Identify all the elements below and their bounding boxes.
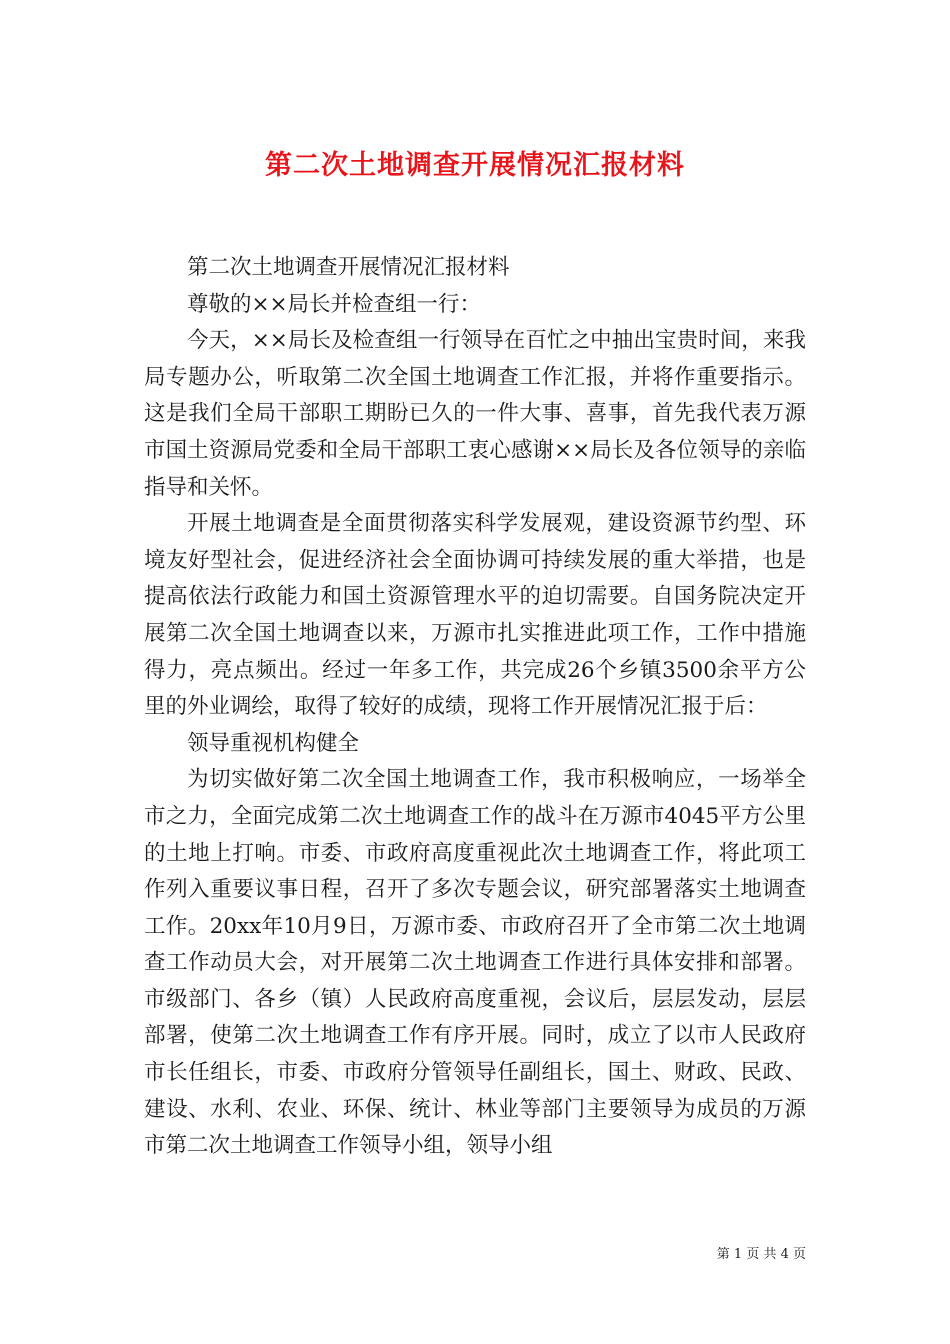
paragraph-greeting: 今天，××局长及检查组一行领导在百忙之中抽出宝贵时间，来我局专题办公，听取第二次全国土地调查工作汇报，并将作重要指示。这是我们全局干部职工期盼已久的一件大事、喜事，首先我代表万源市国土资源局党委和全局干部职工衷心感谢××局长及各位领导的亲临指导和关怀。 [144, 328, 806, 500]
paragraph-background: 开展土地调查是全面贯彻落实科学发展观，建设资源节约型、环境友好型社会，促进经济社会全面协调可持续发展的重大举措，也是提高依法行政能力和国土资源管理水平的迫切需要。自国务院决定开展第二次全国土地调查以来，万源市扎实推进此项工作，工作中措施得力，亮点频出。经过一年多工作，共完成26个乡镇3500余平方公里的外业调绘，取得了较好的成绩，现将工作开展情况汇报于后： [144, 511, 806, 720]
document-title: 第二次土地调查开展情况汇报材料 [265, 150, 685, 182]
paragraph-salutation: 尊敬的××局长并检查组一行： [187, 291, 482, 317]
paragraph-heading: 第二次土地调查开展情况汇报材料 [187, 255, 510, 280]
page-number: 第 1 页 共 4 页 [716, 1247, 806, 1262]
paragraph-leadership: 为切实做好第二次全国土地调查工作，我市积极响应，一场举全市之力，全面完成第二次土地调查工作的战斗在万源市4045平方公里的土地上打响。市委、市政府高度重视此次土地调查工作，将此项工作列入重要议事日程，召开了多次专题会议，研究部署落实土地调查工作。20xx年10月9日，万源市委、市政府召开了全市第二次土地调查工作动员大会，对开展第二次土地调查工作进行具体安排和部署。市级部门、各乡（镇）人民政府高度重视，会议后，层层发动，层层部署，使第二次土地调查工作有序开展。同时，成立了以市人民政府市长任组长，市委、市政府分管领导任副组长，国土、财政、民政、建设、水利、农业、环保、统计、林业等部门主要领导为成员的万源市第二次土地调查工作领导小组，领导小组 [144, 767, 806, 1159]
section-heading: 领导重视机构健全 [187, 730, 360, 756]
document-body [144, 250, 806, 1165]
